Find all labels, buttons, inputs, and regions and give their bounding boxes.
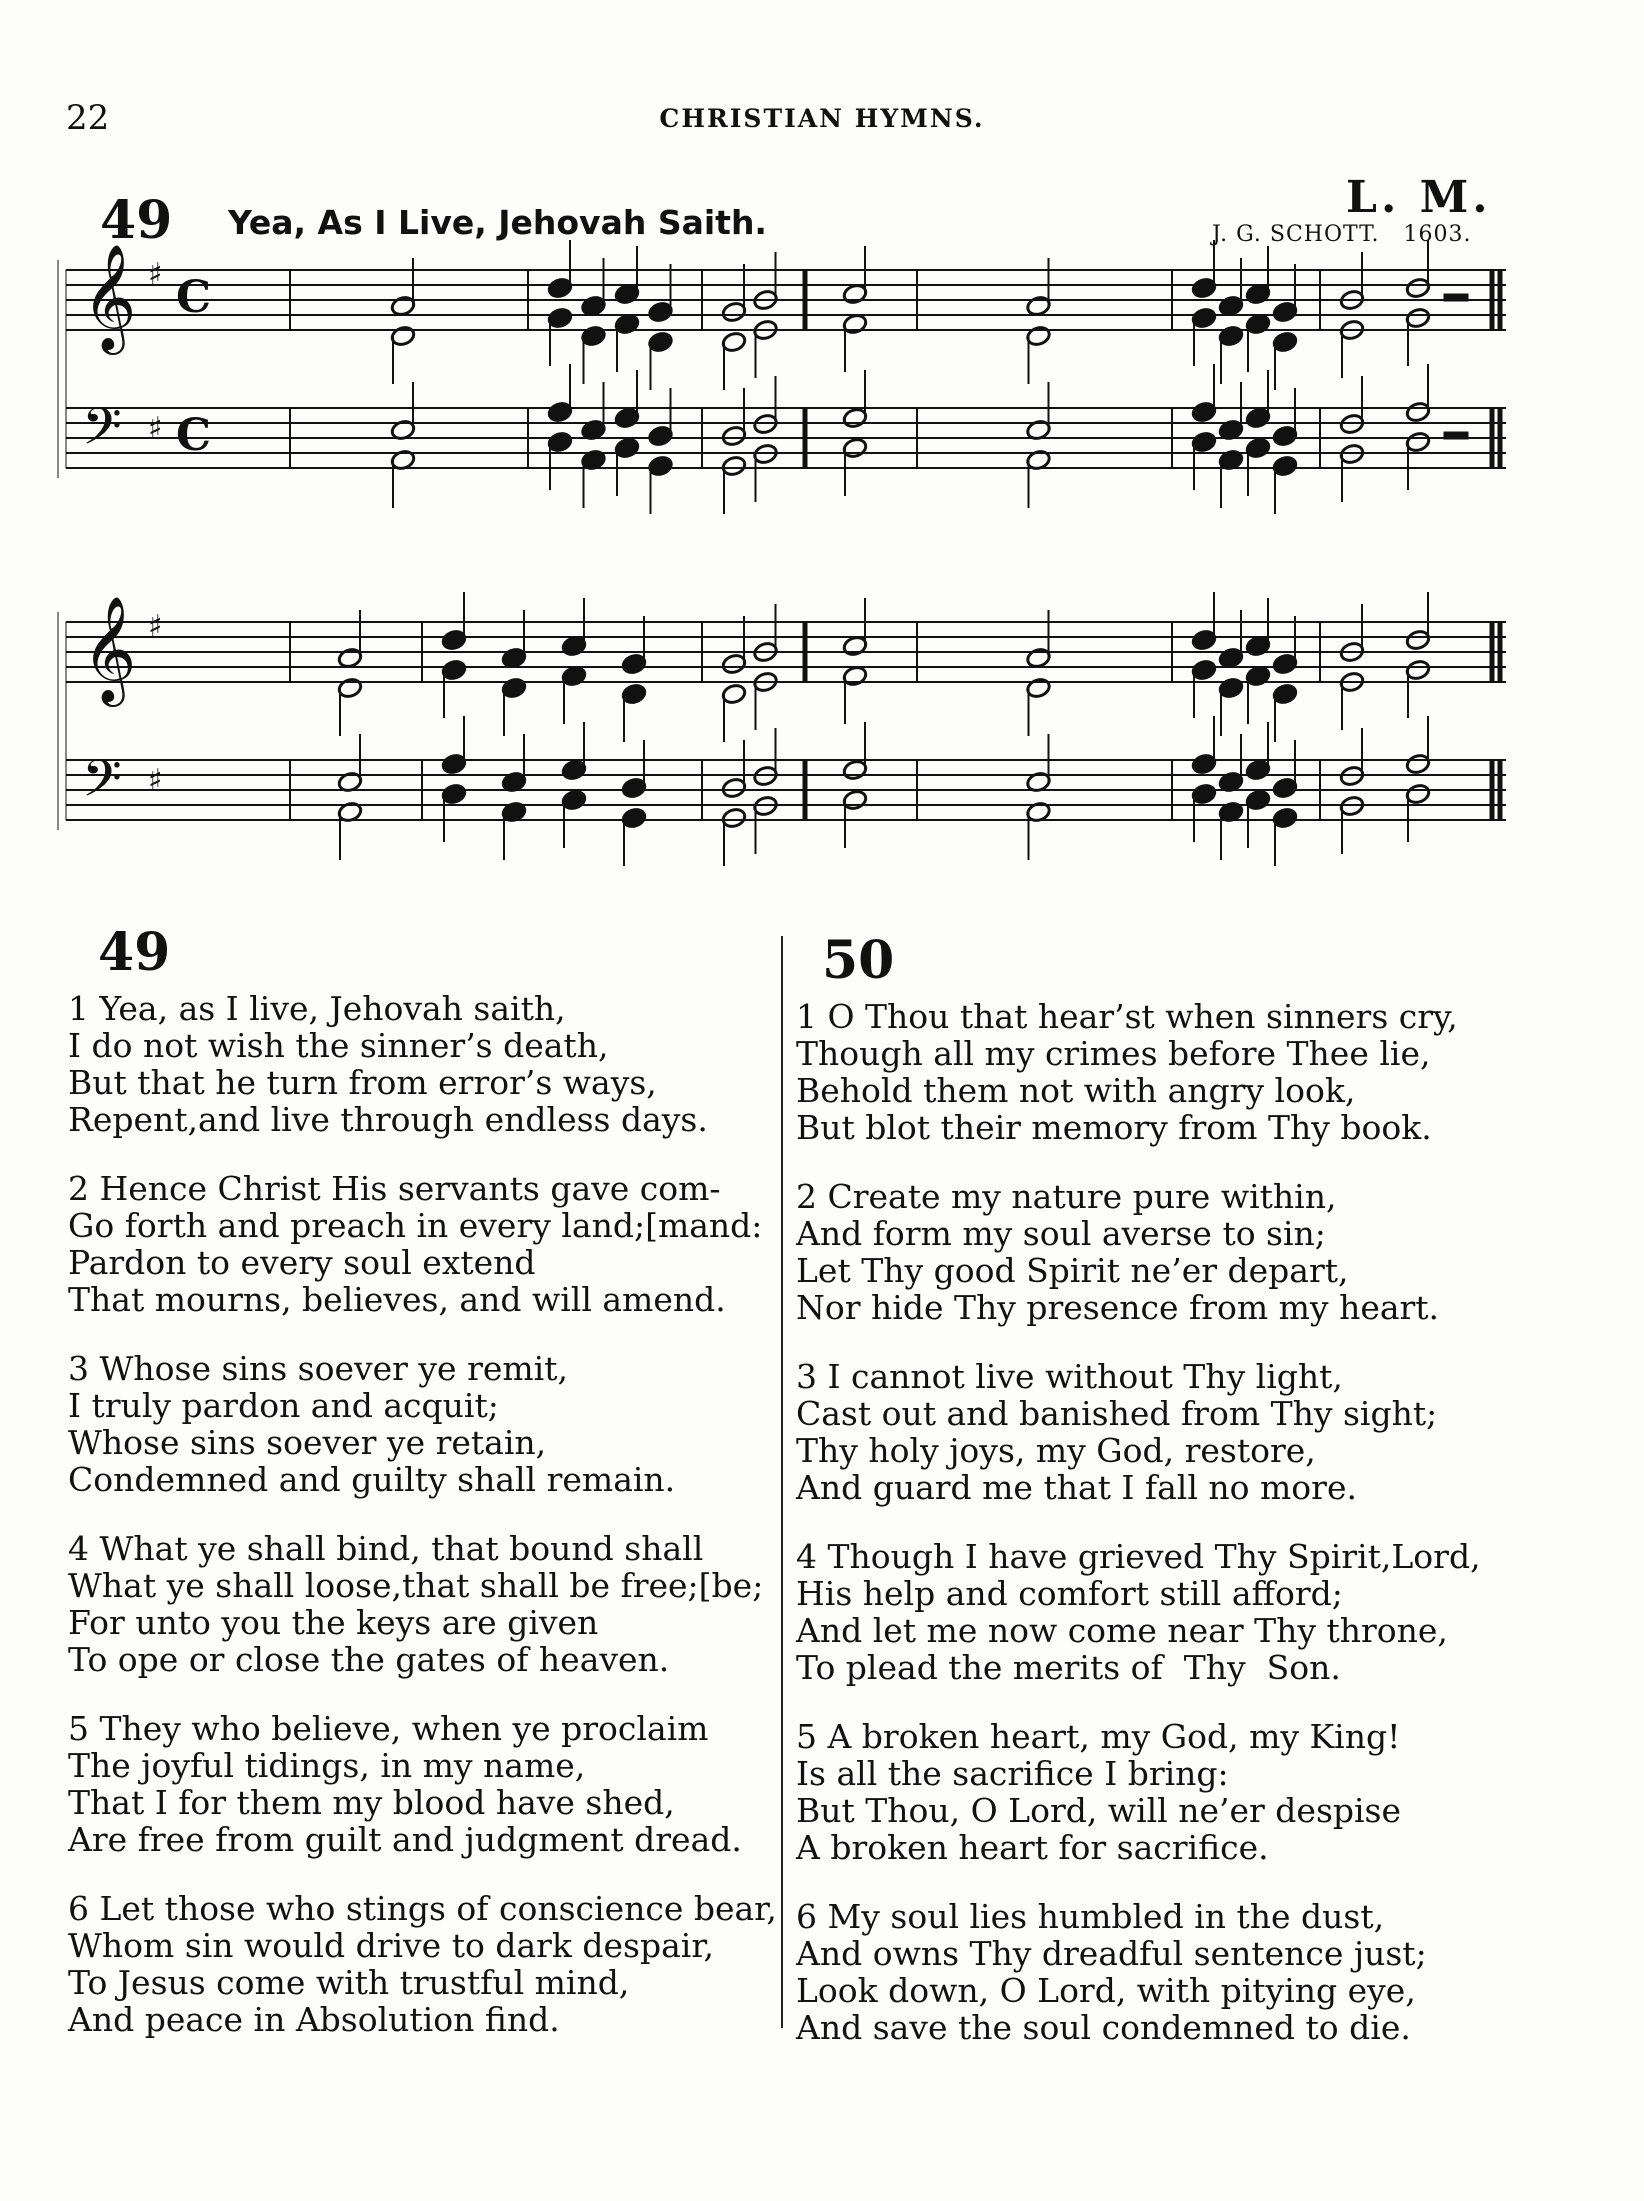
stanza bbox=[68, 990, 777, 1138]
verse-line: And guard me that I fall no more. bbox=[796, 1468, 1357, 1507]
rest bbox=[1444, 294, 1468, 301]
treble-clef-icon: 𝄞 bbox=[82, 595, 137, 702]
tune-title: Yea, As I Live, Jehovah Saith. bbox=[228, 203, 767, 242]
verse-line: Whom sin would drive to dark despair, bbox=[68, 1926, 714, 1965]
verse-line: To ope or close the gates of heaven. bbox=[68, 1640, 670, 1679]
verse-line: To plead the merits of Thy Son. bbox=[796, 1648, 1341, 1687]
notes bbox=[337, 240, 1468, 866]
verse-line: Repent,and live through endless days. bbox=[68, 1100, 708, 1139]
verse-line: 1 O Thou that hear’st when sinners cry, bbox=[796, 997, 1458, 1036]
verse-line: For unto you the keys are given bbox=[68, 1603, 599, 1642]
verse-line: And let me now come near Thy throne, bbox=[796, 1611, 1448, 1650]
verse-line: A broken heart for sacrifice. bbox=[796, 1828, 1269, 1867]
music-score bbox=[0, 0, 1644, 900]
verse-line: His help and comfort still afford; bbox=[796, 1574, 1343, 1613]
composer-year: 1603. bbox=[1403, 222, 1472, 247]
verse-line: Let Thy good Spirit ne’er depart, bbox=[796, 1251, 1349, 1290]
meter-label: L. M. bbox=[1346, 172, 1492, 223]
verse-line: What ye shall loose,that shall be free;[be; bbox=[68, 1566, 764, 1605]
verse-line: I do not wish the sinner’s death, bbox=[68, 1026, 609, 1065]
verse-line: But blot their memory from Thy book. bbox=[796, 1108, 1432, 1147]
stanza bbox=[796, 1898, 1481, 2046]
stanza bbox=[796, 1178, 1481, 1326]
verse-line: Is all the sacrifice I bring: bbox=[796, 1754, 1229, 1793]
hymn-50-number: 50 bbox=[822, 930, 895, 991]
stanza bbox=[68, 1170, 777, 1318]
hymn-50-text bbox=[796, 998, 1481, 2078]
verse-line: And form my soul averse to sin; bbox=[796, 1214, 1326, 1253]
verse-line: That mourns, believes, and will amend. bbox=[68, 1280, 726, 1319]
verse-line: Though all my crimes before Thee lie, bbox=[796, 1034, 1431, 1073]
sharp-icon: ♯ bbox=[148, 609, 163, 644]
time-signature: C bbox=[176, 410, 212, 461]
verse-line: 5 A broken heart, my God, my King! bbox=[796, 1717, 1401, 1756]
time-signature: C bbox=[176, 272, 212, 323]
stanza bbox=[796, 1718, 1481, 1866]
stanza bbox=[68, 1530, 777, 1678]
stanza bbox=[68, 1710, 777, 1858]
verse-line: And save the soul condemned to die. bbox=[796, 2008, 1411, 2047]
bass-clef-icon: 𝄢 bbox=[82, 396, 122, 469]
verse-line: 6 Let those who stings of conscience bear, bbox=[68, 1889, 777, 1928]
composer-name: J. G. SCHOTT. bbox=[1212, 222, 1380, 247]
stanza bbox=[796, 1538, 1481, 1686]
hymn-49-number: 49 bbox=[98, 922, 171, 983]
verse-line: 1 Yea, as I live, Jehovah saith, bbox=[68, 989, 566, 1028]
verse-line: The joyful tidings, in my name, bbox=[68, 1746, 586, 1785]
verse-line: 4 Though I have grieved Thy Spirit,Lord, bbox=[796, 1537, 1481, 1576]
stanza bbox=[68, 1890, 777, 2038]
verse-line: Whose sins soever ye retain, bbox=[68, 1423, 547, 1462]
verse-line: 3 Whose sins soever ye remit, bbox=[68, 1349, 568, 1388]
column-divider bbox=[781, 936, 783, 2028]
verse-line: Go forth and preach in every land;[mand: bbox=[68, 1206, 763, 1245]
verse-line: To Jesus come with trustful mind, bbox=[68, 1963, 630, 2002]
verse-line: Look down, O Lord, with pitying eye, bbox=[796, 1971, 1416, 2010]
verse-line: 3 I cannot live without Thy light, bbox=[796, 1357, 1343, 1396]
verse-line: Condemned and guilty shall remain. bbox=[68, 1460, 676, 1499]
sharp-icon: ♯ bbox=[148, 257, 163, 292]
verse-line: 2 Hence Christ His servants gave com- bbox=[68, 1169, 721, 1208]
verse-line: Thy holy joys, my God, restore, bbox=[796, 1431, 1316, 1470]
verse-line: 2 Create my nature pure within, bbox=[796, 1177, 1337, 1216]
stanza bbox=[796, 998, 1481, 1146]
stanza bbox=[796, 1358, 1481, 1506]
verse-line: 6 My soul lies humbled in the dust, bbox=[796, 1897, 1385, 1936]
running-head: CHRISTIAN HYMNS. bbox=[659, 104, 985, 133]
verse-line: But that he turn from error’s ways, bbox=[68, 1063, 657, 1102]
sharp-icon: ♯ bbox=[148, 763, 163, 798]
rest bbox=[1444, 432, 1468, 439]
verse-line: 4 What ye shall bind, that bound shall bbox=[68, 1529, 704, 1568]
verse-line: I truly pardon and acquit; bbox=[68, 1386, 499, 1425]
verse-line: Nor hide Thy presence from my heart. bbox=[796, 1288, 1440, 1327]
bass-clef-icon: 𝄢 bbox=[82, 748, 122, 821]
verse-line: Pardon to every soul extend bbox=[68, 1243, 536, 1282]
verse-line: Behold them not with angry look, bbox=[796, 1071, 1356, 1110]
verse-line: Are free from guilt and judgment dread. bbox=[68, 1820, 742, 1859]
verse-line: And owns Thy dreadful sentence just; bbox=[796, 1934, 1427, 1973]
page-number: 22 bbox=[66, 98, 110, 138]
hymn-49-text bbox=[68, 990, 777, 2070]
verse-line: And peace in Absolution find. bbox=[68, 2000, 560, 2039]
stanza bbox=[68, 1350, 777, 1498]
tune-number: 49 bbox=[100, 190, 173, 251]
treble-clef-icon: 𝄞 bbox=[82, 243, 137, 350]
sharp-icon: ♯ bbox=[148, 411, 163, 446]
verse-line: 5 They who believe, when ye proclaim bbox=[68, 1709, 709, 1748]
verse-line: But Thou, O Lord, will ne’er despise bbox=[796, 1791, 1402, 1830]
verse-line: That I for them my blood have shed, bbox=[68, 1783, 675, 1822]
staff-lines bbox=[66, 270, 1506, 820]
verse-line: Cast out and banished from Thy sight; bbox=[796, 1394, 1438, 1433]
